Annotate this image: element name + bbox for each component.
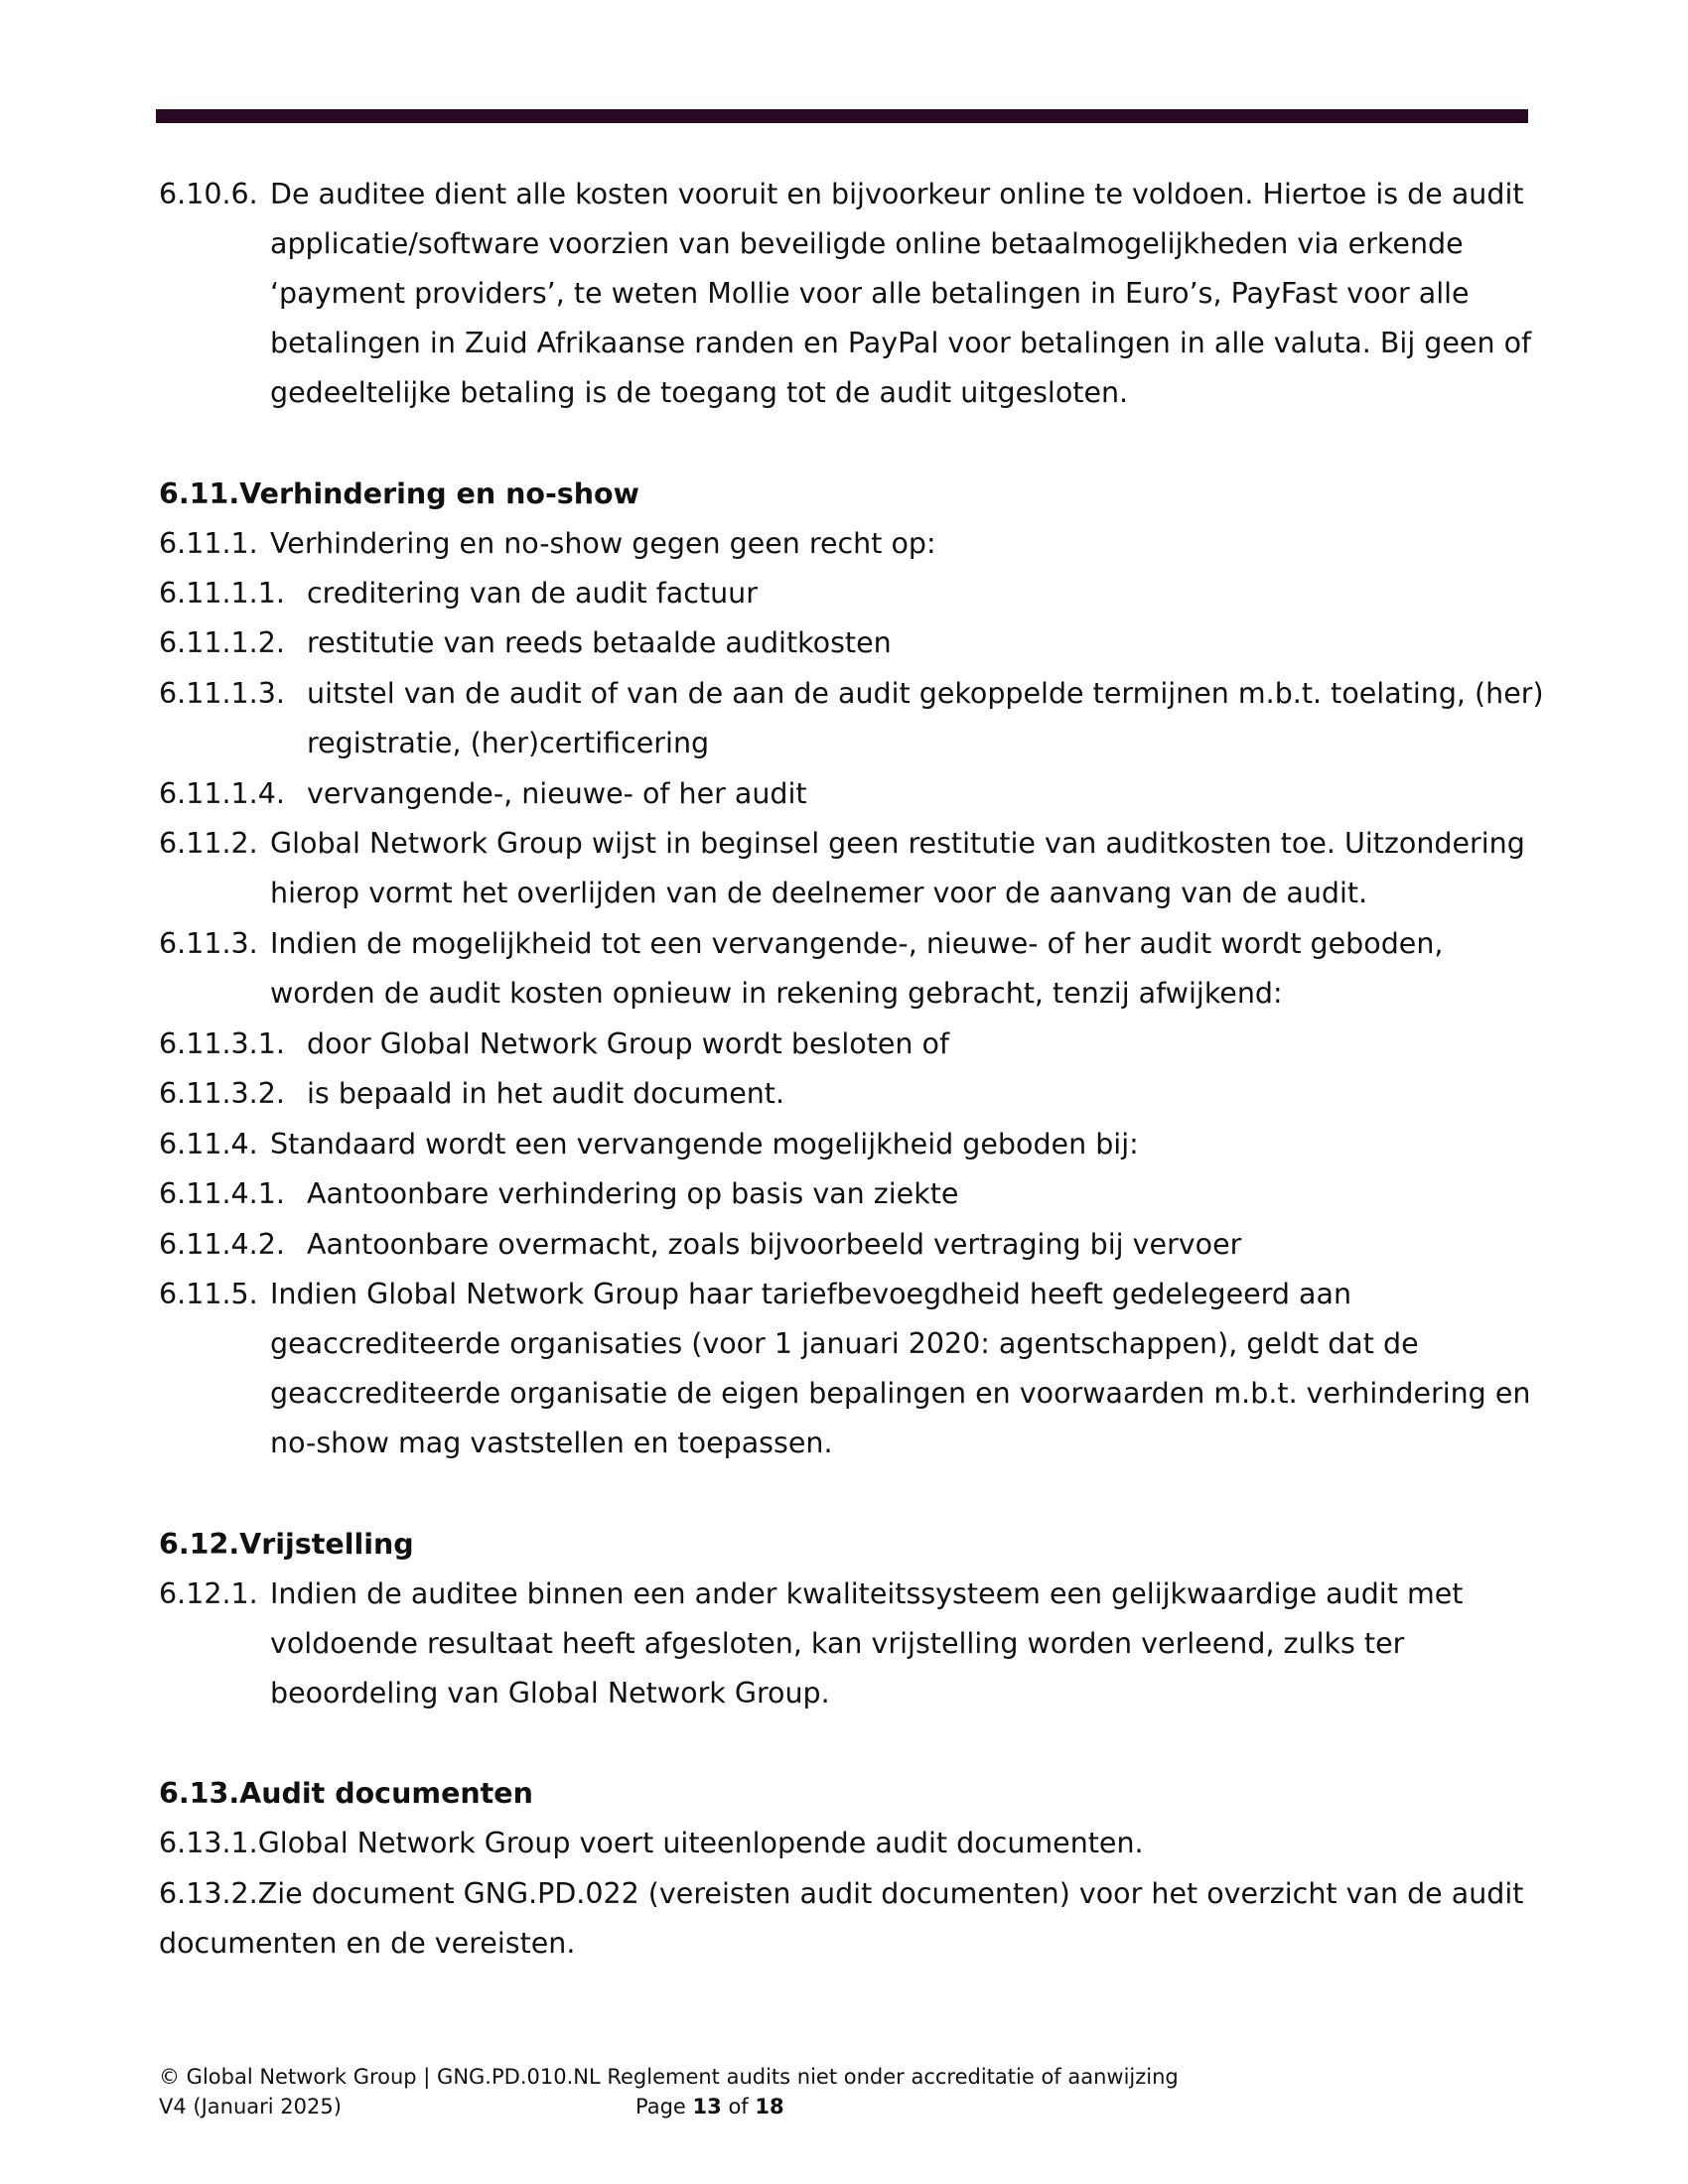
clause-text-line: restitutie van reeds betaalde auditkosten bbox=[307, 626, 892, 659]
clause-text-line: Indien de mogelijkheid tot een vervangende-, nieuwe- of her audit wordt geboden, bbox=[270, 927, 1444, 960]
clause-text-line: Indien de auditee binnen een ander kwaliteitssysteem een gelijkwaardige audit met bbox=[270, 1577, 1464, 1610]
clause-text-line: ‘payment providers’, te weten Mollie voor alle betalingen in Euro’s, PayFast voor alle bbox=[270, 277, 1470, 310]
clause-text-line: applicatie/software voorzien van beveiligde online betaalmogelijkheden via erkende bbox=[270, 227, 1464, 260]
footer-copyright: © Global Network Group | GNG.PD.010.NL Reglement audits niet onder accreditatie of aanwijzing bbox=[159, 2065, 1179, 2089]
clause-text-line: betalingen in Zuid Afrikaanse randen en PayPal voor betalingen in alle valuta. Bij geen of bbox=[270, 327, 1532, 359]
clause-text-line: Standaard wordt een vervangende mogelijkheid geboden bij: bbox=[270, 1128, 1139, 1160]
clause-text-line: documenten en de vereisten. bbox=[159, 1927, 576, 1960]
clause-number: 6.11.3. bbox=[159, 927, 258, 960]
clause-number: 6.11.4.2. bbox=[159, 1228, 285, 1261]
page-label: Page bbox=[635, 2095, 686, 2118]
clause-text-line: beoordeling van Global Network Group. bbox=[270, 1677, 830, 1709]
clause-text-line: geaccrediteerde organisatie de eigen bepalingen en voorwaarden m.b.t. verhindering en bbox=[270, 1377, 1531, 1410]
clause-text-line: hierop vormt het overlijden van de deelnemer voor de aanvang van de audit. bbox=[270, 877, 1368, 909]
clause-6-13-1: 6.13.1.Global Network Group voert uiteenlopende audit documenten. bbox=[159, 1827, 1144, 1859]
clause-text-line: Aantoonbare overmacht, zoals bijvoorbeeld vertraging bij vervoer bbox=[307, 1228, 1242, 1261]
clause-number: 6.10.6. bbox=[159, 178, 258, 210]
clause-number: 6.11.4.1. bbox=[159, 1177, 285, 1210]
clause-number: 6.11.1.2. bbox=[159, 626, 285, 659]
clause-number: 6.11.2. bbox=[159, 827, 258, 860]
page-of: of bbox=[728, 2095, 749, 2118]
clause-text-line: is bepaald in het audit document. bbox=[307, 1077, 785, 1110]
clause-number: 6.11.1. bbox=[159, 527, 258, 560]
section-heading-6-12: 6.12.Vrijstelling bbox=[159, 1528, 414, 1561]
clause-text-line: vervangende-, nieuwe- of her audit bbox=[307, 777, 807, 810]
clause-text-line: door Global Network Group wordt besloten of bbox=[307, 1027, 950, 1060]
clause-text-line: voldoende resultaat heeft afgesloten, kan vrijstelling worden verleend, zulks ter bbox=[270, 1627, 1405, 1660]
clause-text-line: gedeeltelijke betaling is de toegang tot de audit uitgesloten. bbox=[270, 376, 1129, 409]
clause-text-line: no-show mag vaststellen en toepassen. bbox=[270, 1427, 833, 1459]
clause-number: 6.11.3.2. bbox=[159, 1077, 285, 1110]
section-heading-6-13: 6.13.Audit documenten bbox=[159, 1777, 533, 1810]
clause-text-line: Verhindering en no-show gegen geen recht op: bbox=[270, 527, 936, 560]
clause-text-line: geaccrediteerde organisaties (voor 1 januari 2020: agentschappen), geldt dat de bbox=[270, 1327, 1419, 1360]
header-rule bbox=[156, 109, 1528, 123]
clause-number: 6.12.1. bbox=[159, 1577, 258, 1610]
clause-text-line: Aantoonbare verhindering op basis van ziekte bbox=[307, 1177, 959, 1210]
clause-number: 6.11.5. bbox=[159, 1278, 258, 1310]
clause-number: 6.11.1.3. bbox=[159, 677, 285, 710]
clause-number: 6.11.3.1. bbox=[159, 1027, 285, 1060]
clause-text-line: registratie, (her)certificering bbox=[307, 727, 710, 759]
page-total: 18 bbox=[755, 2095, 784, 2118]
clause-text-line: De auditee dient alle kosten vooruit en bijvoorkeur online te voldoen. Hiertoe is de audit bbox=[270, 178, 1524, 210]
clause-text-line: uitstel van de audit of van de aan de audit gekoppelde termijnen m.b.t. toelating, (her) bbox=[307, 677, 1544, 710]
footer-page-number bbox=[635, 2095, 784, 2118]
clause-text-line: creditering van de audit factuur bbox=[307, 577, 758, 610]
clause-text-line: Global Network Group wijst in beginsel geen restitutie van auditkosten toe. Uitzondering bbox=[270, 827, 1525, 860]
clause-text-line: 6.13.2.Zie document GNG.PD.022 (vereisten audit documenten) voor het overzicht van de audit bbox=[159, 1877, 1524, 1910]
page-current: 13 bbox=[692, 2095, 722, 2118]
clause-number: 6.11.1.4. bbox=[159, 777, 285, 810]
clause-text-line: worden de audit kosten opnieuw in rekening gebracht, tenzij afwijkend: bbox=[270, 977, 1283, 1010]
section-heading-6-11: 6.11.Verhindering en no-show bbox=[159, 478, 639, 510]
clause-text-line: Indien Global Network Group haar tariefbevoegdheid heeft gedelegeerd aan bbox=[270, 1278, 1352, 1310]
clause-number: 6.11.1.1. bbox=[159, 577, 285, 610]
footer-version: V4 (Januari 2025) bbox=[159, 2095, 342, 2118]
clause-number: 6.11.4. bbox=[159, 1128, 258, 1160]
